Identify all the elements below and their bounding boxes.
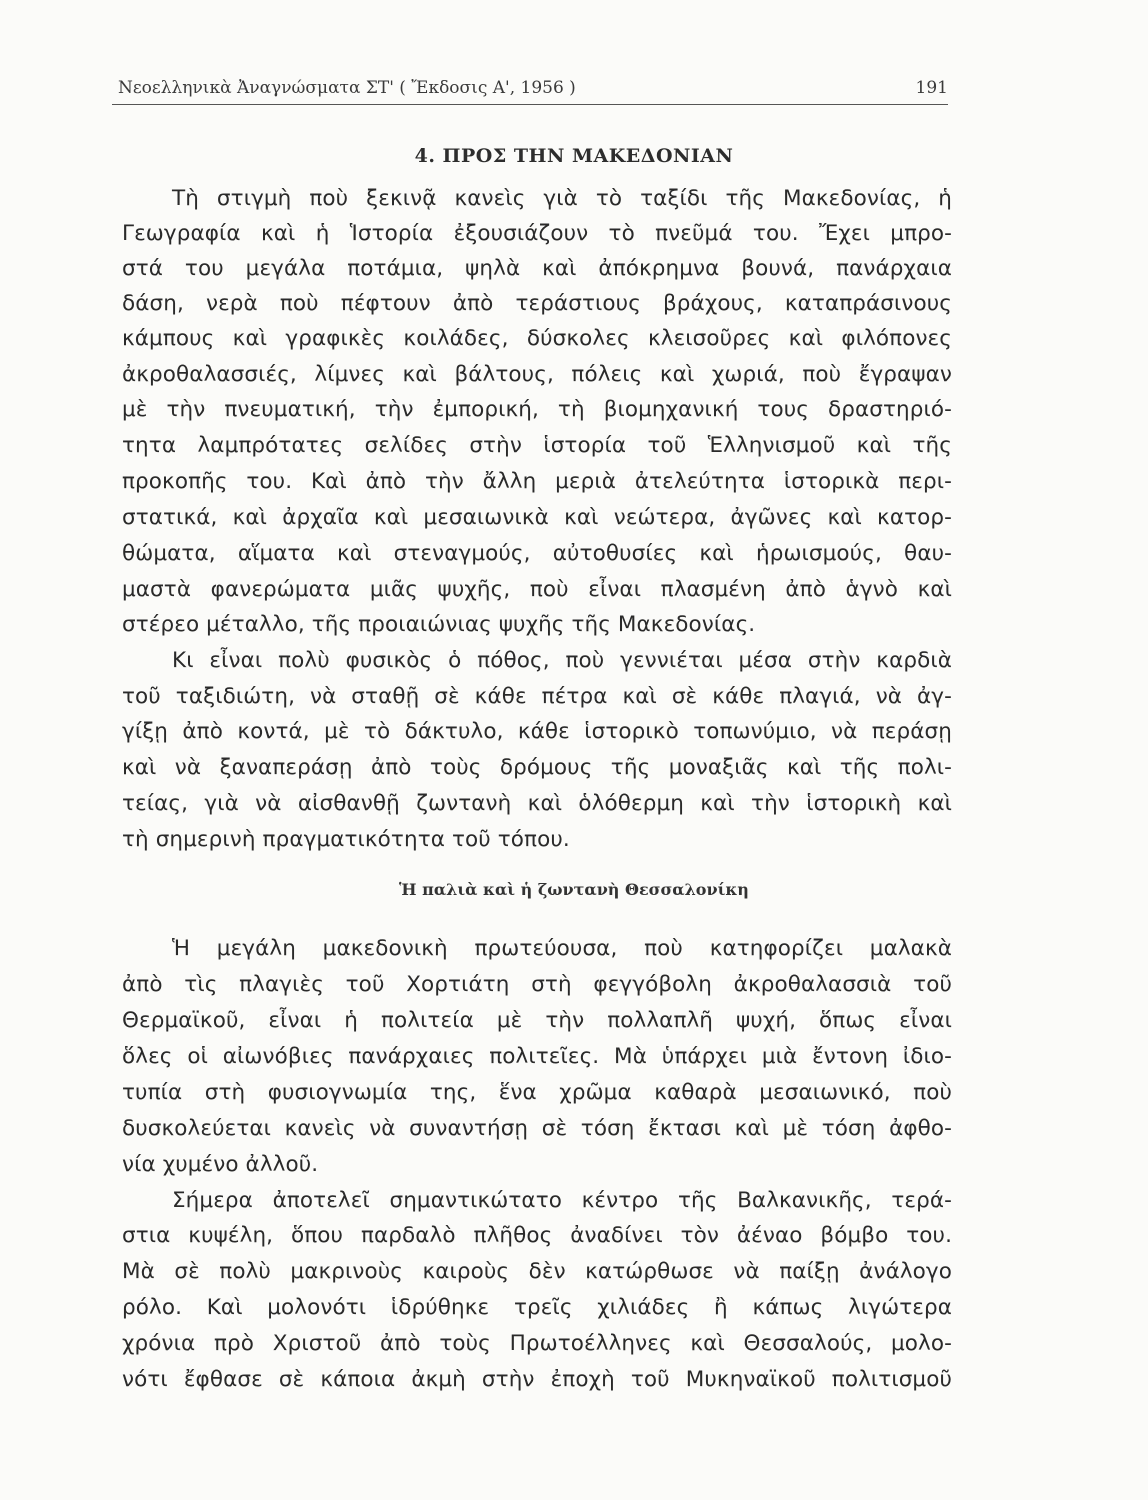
text-line: Γεωγραφία καὶ ἡ Ἱστορία ἐξουσιάζουν τὸ πνεῦμά του. Ἔχει μπρο- xyxy=(122,221,952,246)
text-line: στά του μεγάλα ποτάμια, ψηλὰ καὶ ἀπόκρημνα βουνά, πανάρχαια xyxy=(122,256,952,281)
text-line: καὶ νὰ ξαναπεράσῃ ἀπὸ τοὺς δρόμους τῆς μοναξιᾶς καὶ τῆς πολι- xyxy=(122,755,952,780)
text-line: χρόνια πρὸ Χριστοῦ ἀπὸ τοὺς Πρωτοέλληνες καὶ Θεσσαλούς, μολο- xyxy=(122,1331,952,1356)
text-line: κάμπους καὶ γραφικὲς κοιλάδες, δύσκολες κλεισοῦρες καὶ φιλόπονες xyxy=(122,326,952,351)
book-title: Νεοελληνικὰ Ἀναγνώσματα ΣΤ' ( Ἔκδοσις Α', 1956 ) xyxy=(118,78,576,98)
text-line: γίξῃ ἀπὸ κοντά, μὲ τὸ δάκτυλο, κάθε ἱστορικὸ τοπωνύμιο, νὰ περάσῃ xyxy=(122,719,952,744)
text-line: τυπία στὴ φυσιογνωμία της, ἕνα χρῶμα καθαρὰ μεσαιωνικό, ποὺ xyxy=(122,1080,952,1105)
chapter-title: 4. ΠΡΟΣ ΤΗΝ ΜΑΚΕΔΟΝΙΑΝ xyxy=(414,145,734,167)
page-number: 191 xyxy=(915,78,948,98)
text-line: μὲ τὴν πνευματική, τὴν ἐμπορική, τὴ βιομηχανική τους δραστηριό- xyxy=(122,397,952,422)
text-line: δυσκολεύεται κανεὶς νὰ συναντήσῃ σὲ τόση ἔκτασι καὶ μὲ τόση ἀφθο- xyxy=(122,1116,952,1141)
text-line: τείας, γιὰ νὰ αἰσθανθῇ ζωντανὴ καὶ ὁλόθερμη καὶ τὴν ἱστορικὴ καὶ xyxy=(122,791,952,816)
text-line: τοῦ ταξιδιώτη, νὰ σταθῇ σὲ κάθε πέτρα καὶ σὲ κάθε πλαγιά, νὰ ἀγ- xyxy=(122,684,952,709)
text-line: ὅλες οἱ αἰωνόβιες πανάρχαιες πολιτεῖες. Μὰ ὑπάρχει μιὰ ἔντονη ἰδιο- xyxy=(122,1044,952,1069)
text-line: ρόλο. Καὶ μολονότι ἱδρύθηκε τρεῖς χιλιάδες ἢ κάπως λιγώτερα xyxy=(122,1295,952,1320)
text-line: Κι εἶναι πολὺ φυσικὸς ὁ πόθος, ποὺ γεννιέται μέσα στὴν καρδιὰ xyxy=(172,648,952,673)
text-line: νία χυμένο ἀλλοῦ. xyxy=(122,1152,319,1177)
text-line: Θερμαϊκοῦ, εἶναι ἡ πολιτεία μὲ τὴν πολλαπλῆ ψυχή, ὅπως εἶναι xyxy=(122,1008,952,1033)
text-line: προκοπῆς του. Καὶ ἀπὸ τὴν ἄλλη μεριὰ ἀτελεύτητα ἱστορικὰ περι- xyxy=(122,469,952,494)
text-line: Ἡ μεγάλη μακεδονικὴ πρωτεύουσα, ποὺ κατηφορίζει μαλακὰ xyxy=(172,936,952,961)
text-line: μαστὰ φανερώματα μιᾶς ψυχῆς, ποὺ εἶναι πλασμένη ἀπὸ ἁγνὸ καὶ xyxy=(122,577,952,602)
text-line: δάση, νερὰ ποὺ πέφτουν ἀπὸ τεράστιους βράχους, καταπράσινους xyxy=(122,291,952,316)
text-line: Τὴ στιγμὴ ποὺ ξεκινᾷ κανεὶς γιὰ τὸ ταξίδι τῆς Μακεδονίας, ἡ xyxy=(172,186,952,211)
text-line: νότι ἔφθασε σὲ κάποια ἀκμὴ στὴν ἐποχὴ τοῦ Μυκηναϊκοῦ πολιτισμοῦ xyxy=(122,1367,952,1392)
text-line: Σήμερα ἀποτελεῖ σημαντικώτατο κέντρο τῆς Βαλκανικῆς, τερά- xyxy=(172,1188,952,1213)
text-line: θώματα, αἵματα καὶ στεναγμούς, αὐτοθυσίες καὶ ἡρωισμούς, θαυ- xyxy=(122,541,952,566)
text-line: Μὰ σὲ πολὺ μακρινοὺς καιροὺς δὲν κατώρθωσε νὰ παίξῃ ἀνάλογο xyxy=(122,1259,952,1284)
text-line: στατικά, καὶ ἀρχαῖα καὶ μεσαιωνικὰ καὶ νεώτερα, ἀγῶνες καὶ κατορ- xyxy=(122,505,952,530)
text-line: στια κυψέλη, ὅπου παρδαλὸ πλῆθος ἀναδίνει τὸν ἀέναο βόμβο του. xyxy=(122,1223,952,1248)
text-line: τητα λαμπρότατες σελίδες στὴν ἱστορία τοῦ Ἑλληνισμοῦ καὶ τῆς xyxy=(122,433,952,458)
text-line: ἀκροθαλασσιές, λίμνες καὶ βάλτους, πόλεις καὶ χωριά, ποὺ ἔγραψαν xyxy=(122,362,952,387)
text-line: ἀπὸ τὶς πλαγιὲς τοῦ Χορτιάτη στὴ φεγγόβολη ἀκροθαλασσιὰ τοῦ xyxy=(122,972,952,997)
section-title: Ἡ παλιὰ καὶ ἡ ζωντανὴ Θεσσαλονίκη xyxy=(399,880,749,899)
running-header xyxy=(112,74,948,105)
text-line: στέρεο μέταλλο, τῆς προιαιώνιας ψυχῆς τῆς Μακεδονίας. xyxy=(122,612,756,637)
text-line: τὴ σημερινὴ πραγματικότητα τοῦ τόπου. xyxy=(122,827,570,852)
